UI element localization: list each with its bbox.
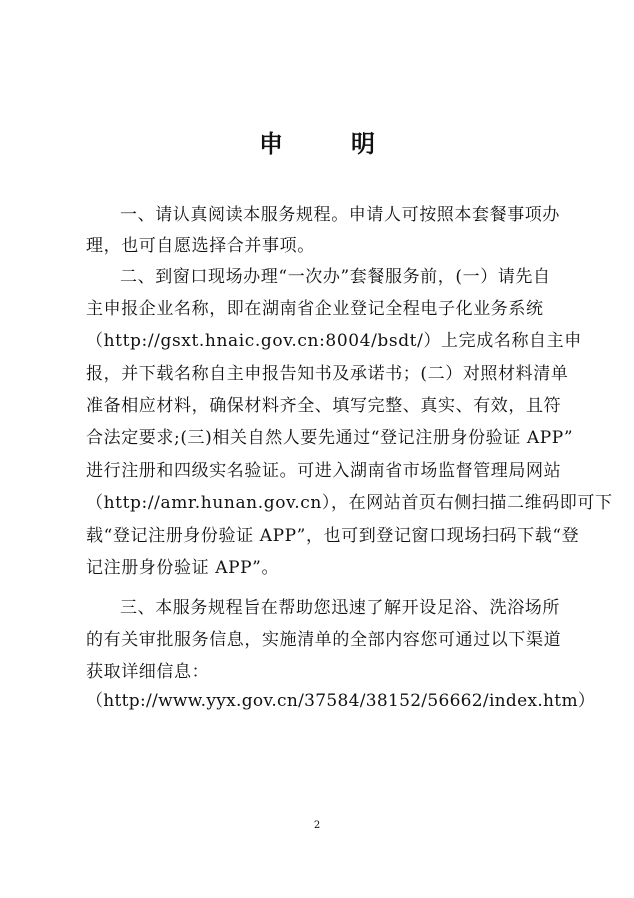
- paragraph-3-line-2: 的有关审批服务信息，实施清单的全部内容您可通过以下渠道: [86, 630, 562, 650]
- paragraph-2-line-7: 进行注册和四级实名验证。可进入湖南省市场监督管理局网站: [86, 461, 562, 481]
- paragraph-2-line-9: 载“登记注册身份验证 APP”，也可到登记窗口现场扫码下载“登: [86, 526, 580, 546]
- paragraph-3-line-1: 三、本服务规程旨在帮助您迅速了解开设足浴、洗浴场所: [120, 598, 560, 618]
- paragraph-1-line-1: 一、请认真阅读本服务规程。申请人可按照本套餐事项办: [120, 205, 560, 225]
- paragraph-2-line-8: （http://amr.hunan.gov.cn），在网站首页右侧扫描二维码即可下: [86, 493, 613, 513]
- page-number: 2: [313, 820, 321, 831]
- paragraph-2-line-2: 主申报企业名称，即在湖南省企业登记全程电子化业务系统: [86, 299, 544, 319]
- paragraph-1-line-2: 理，也可自愿选择合并事项。: [86, 236, 315, 256]
- paragraph-2-line-1: 二、到窗口现场办理“一次办”套餐服务前，(一）请先自: [120, 267, 551, 287]
- page-title: 申 明: [259, 130, 397, 158]
- info-url: （http://www.yyx.gov.cn/37584/38152/56662/index.htm）: [86, 691, 596, 711]
- paragraph-2-line-5: 准备相应材料，确保材料齐全、填写完整、真实、有效，且符: [86, 396, 562, 416]
- paragraph-2-line-10: 记注册身份验证 APP”。: [86, 558, 280, 578]
- paragraph-2-line-3: （http://gsxt.hnaic.gov.cn:8004/bsdt/）上完成名称自主申: [86, 331, 582, 351]
- paragraph-2-line-6: 合法定要求;(三)相关自然人要先通过“登记注册身份验证 APP”: [86, 428, 574, 448]
- paragraph-2-line-4: 报，并下载名称自主申报告知书及承诺书；(二）对照材料清单: [86, 364, 569, 384]
- paragraph-3-line-3: 获取详细信息：: [86, 662, 210, 682]
